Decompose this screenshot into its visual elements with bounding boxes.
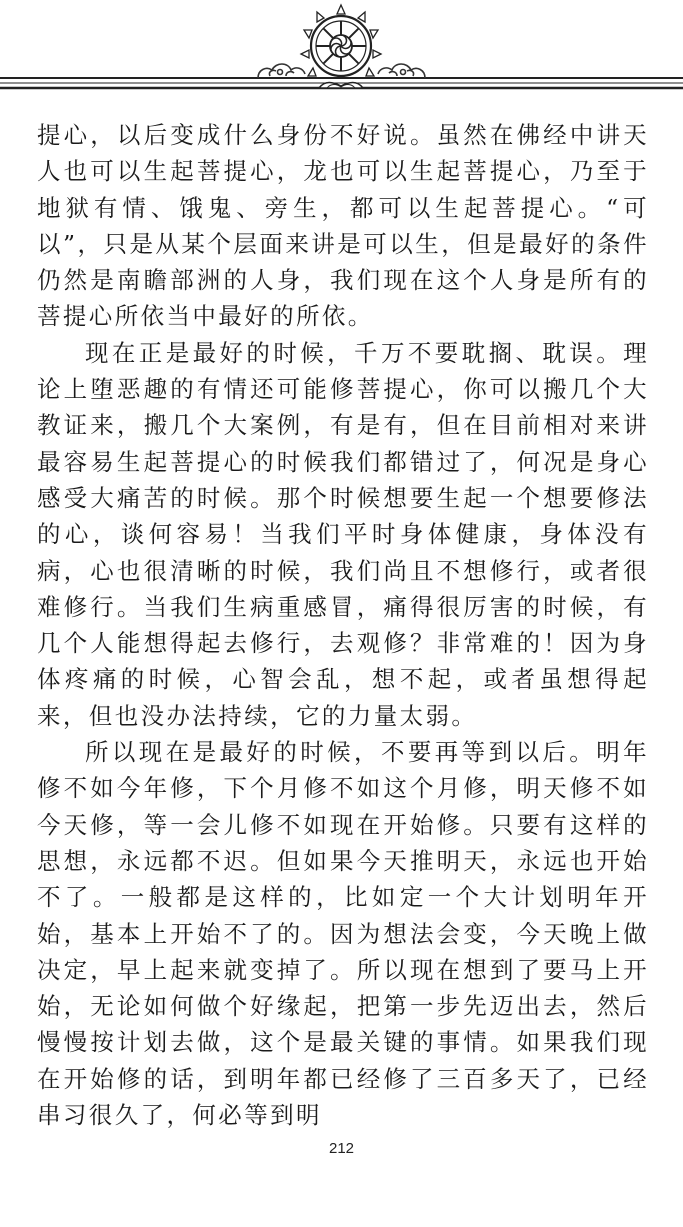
- paragraph-3: 所以现在是最好的时候，不要再等到以后。明年修不如今年修，下个月修不如这个月修，明天修不如今天修，等一会儿修不如现在开始修。只要有这样的思想，永远都不迟。但如果今天推明天，永远也开始不了。一般都是这样的，比如定一个大计划明年开始，基本上开始不了的。因为想法会变，今天晚上做决定，早上起来就变掉了。所以现在想到了要马上开始，无论如何做个好缘起，把第一步先迈出去，然后慢慢按计划去做，这个是最关键的事情。如果我们现在开始修的话，到明年都已经修了三百多天了，已经串习很久了，何必等到明: [37, 738, 649, 1130]
- right-cloud-ornament: [378, 64, 425, 78]
- page-body: [37, 117, 649, 1133]
- paragraph-1: 提心，以后变成什么身份不好说。虽然在佛经中讲天人也可以生起菩提心，龙也可以生起菩提心，乃至于地狱有情、饿鬼、旁生，都可以生起菩提心。“可以”，只是从某个层面来讲是可以生，但是最好的条件仍然是南瞻部洲的人身，我们现在这个人身是所有的菩提心所依当中最好的所依。: [37, 121, 649, 331]
- paragraph-2: 现在正是最好的时候，千万不要耽搁、耽误。理论上堕恶趣的有情还可能修菩提心，你可以搬几个大教证来，搬几个大案例，有是有，但在目前相对来讲最容易生起菩提心的时候我们都错过了，何况是身心感受大痛苦的时候。那个时候想要生起一个想要修法的心，谈何容易！当我们平时身体健康，身体没有病，心也很清晰的时候，我们尚且不想修行，或者很难修行。当我们生病重感冒，痛得很厉害的时候，有几个人能想得起去修行，去观修？非常难的！因为身体疼痛的时候，心智会乱，想不起，或者虽想得起来，但也没办法持续，它的力量太弱。: [37, 338, 649, 730]
- dharma-wheel-icon: [301, 5, 381, 88]
- page-header: [0, 0, 683, 100]
- left-cloud-ornament: [258, 64, 305, 78]
- header-ornament: [0, 0, 683, 100]
- page-number: 212: [328, 1140, 355, 1157]
